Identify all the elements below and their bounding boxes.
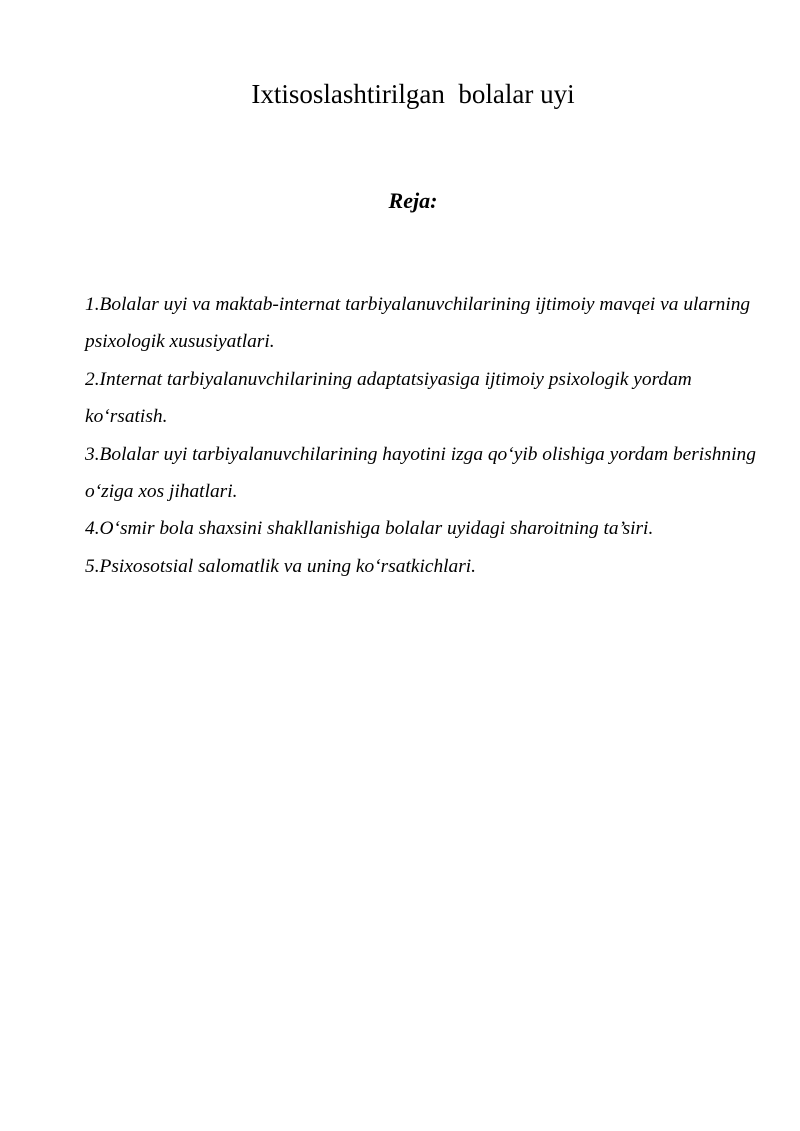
plan-list — [85, 286, 765, 585]
document-title: Ixtisoslashtirilgan bolalar uyi — [251, 79, 575, 109]
plan-item-3: 3.Bolalar uyi tarbiyalanuvchilarining hayotini izga qo‘yib olishiga yordam berishning o‘ziga xos jihatlari. — [85, 443, 756, 503]
plan-heading: Reja: — [388, 188, 438, 213]
plan-item-1: 1.Bolalar uyi va maktab-internat tarbiyalanuvchilarining ijtimoiy mavqei va ularning psixologik xususiyatlari. — [85, 294, 751, 353]
plan-item-4: 4.O‘smir bola shaxsini shakllanishiga bolalar uyidagi sharoitning ta’siri. — [85, 518, 654, 540]
plan-item-5: 5.Psixosotsial salomatlik va uning ko‘rsatkichlari. — [85, 555, 477, 577]
plan-item-2: 2.Internat tarbiyalanuvchilarining adaptatsiyasiga ijtimoiy psixologik yordam ko‘rsatish. — [85, 368, 692, 428]
